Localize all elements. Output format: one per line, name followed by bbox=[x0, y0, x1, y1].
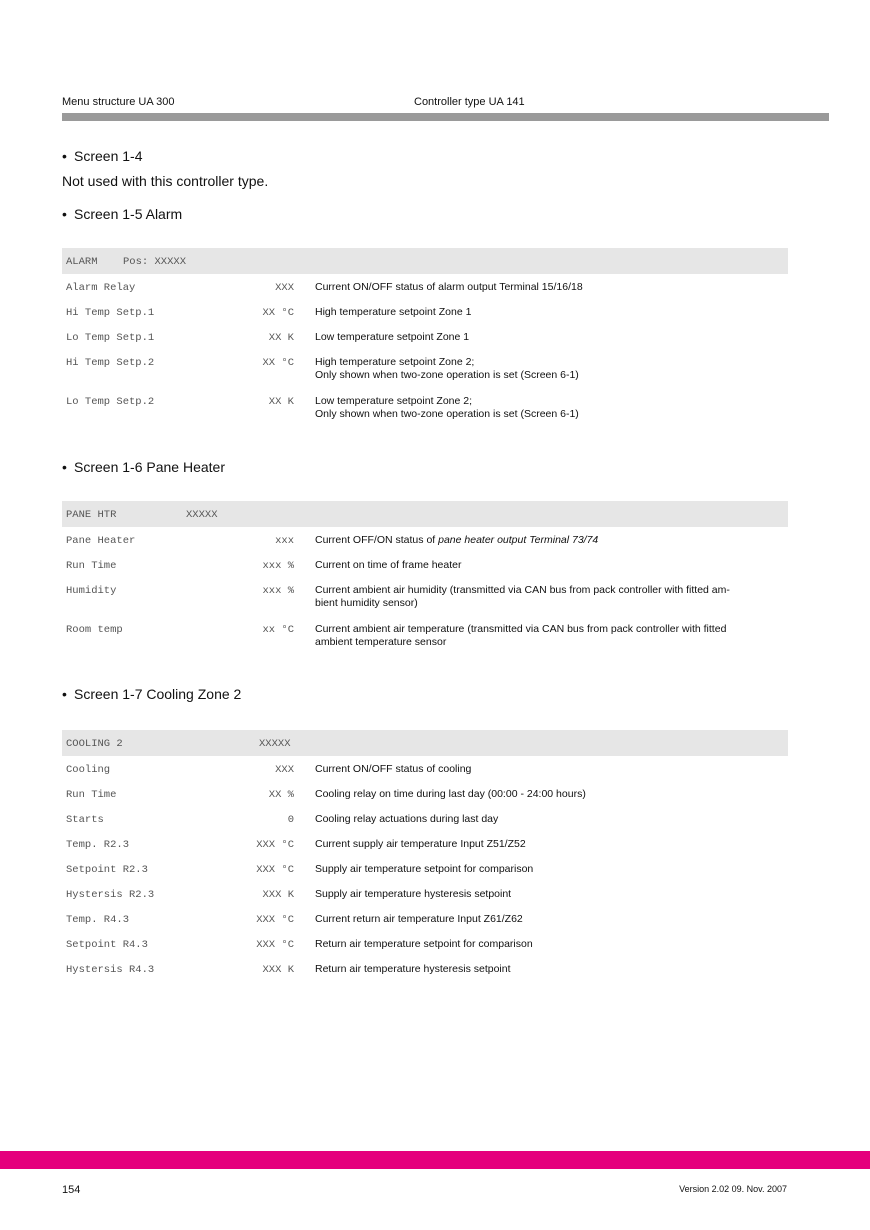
table-header-name: COOLING 2 bbox=[66, 738, 123, 750]
table-header bbox=[62, 730, 788, 756]
row-name: Run Time bbox=[66, 789, 117, 801]
row-name: Humidity bbox=[66, 585, 117, 597]
table-row bbox=[62, 856, 788, 881]
table-row bbox=[62, 527, 788, 552]
table-row bbox=[62, 388, 788, 427]
table-header bbox=[62, 248, 788, 274]
section-title-text: Screen 1-7 Cooling Zone 2 bbox=[74, 686, 242, 702]
row-value: XX K bbox=[268, 396, 294, 408]
row-name: Hi Temp Setp.2 bbox=[66, 357, 155, 369]
bullet: • bbox=[62, 206, 67, 222]
row-name: Hystersis R2.3 bbox=[66, 889, 155, 901]
row-description: Supply air temperature hysteresis setpoint bbox=[315, 888, 512, 900]
version-info: Version 2.02 09. Nov. 2007 bbox=[679, 1184, 787, 1194]
row-value: XX °C bbox=[262, 357, 294, 369]
row-description: Low temperature setpoint Zone 1 bbox=[315, 331, 470, 343]
row-name: Lo Temp Setp.2 bbox=[66, 396, 155, 408]
row-name: Run Time bbox=[66, 560, 117, 572]
row-value: xxx bbox=[275, 535, 294, 547]
table-header-name: ALARM bbox=[66, 256, 98, 268]
row-description: Current supply air temperature Input Z51/Z52 bbox=[315, 838, 526, 850]
table-screen-1-6 bbox=[62, 501, 788, 655]
section-title-text: Screen 1-6 Pane Heater bbox=[74, 459, 225, 475]
section-title-screen-1-7 bbox=[62, 686, 241, 702]
row-description: Current return air temperature Input Z61/Z62 bbox=[315, 913, 523, 925]
section-title-screen-1-4 bbox=[62, 148, 142, 164]
row-value: XX °C bbox=[262, 307, 294, 319]
row-name: Pane Heater bbox=[66, 535, 136, 547]
table-row bbox=[62, 274, 788, 299]
section-title-text: Screen 1-5 Alarm bbox=[74, 206, 183, 222]
table-row bbox=[62, 956, 788, 981]
header-left-title: Menu structure UA 300 bbox=[62, 96, 175, 108]
footer-accent-bar bbox=[0, 1151, 870, 1169]
row-value: xx °C bbox=[262, 624, 294, 636]
table-row bbox=[62, 806, 788, 831]
table-row bbox=[62, 552, 788, 577]
row-name: Temp. R2.3 bbox=[66, 839, 130, 851]
row-value: XXX bbox=[275, 282, 294, 294]
bullet: • bbox=[62, 686, 67, 702]
table-row bbox=[62, 931, 788, 956]
row-value: 0 bbox=[287, 814, 294, 826]
table-row bbox=[62, 349, 788, 388]
header-divider-bar bbox=[62, 113, 829, 121]
table-row bbox=[62, 324, 788, 349]
row-description: Supply air temperature setpoint for comparison bbox=[315, 863, 534, 875]
row-value: XXX °C bbox=[256, 939, 294, 951]
bullet: • bbox=[62, 459, 67, 475]
table-header-name: PANE HTR bbox=[66, 509, 117, 521]
row-description: Low temperature setpoint Zone 2; Only shown when two-zone operation is set (Screen 6-1) bbox=[315, 395, 579, 420]
section-title-screen-1-5 bbox=[62, 206, 182, 222]
row-description: Current ambient air humidity (transmitted via CAN bus from pack controller with fitted am- bient humidity sensor) bbox=[315, 584, 730, 609]
table-row bbox=[62, 616, 788, 655]
row-description: High temperature setpoint Zone 1 bbox=[315, 306, 472, 318]
table-header-value: XXXXX bbox=[259, 738, 291, 750]
row-value: XXX °C bbox=[256, 839, 294, 851]
row-name: Room temp bbox=[66, 624, 123, 636]
table-row bbox=[62, 299, 788, 324]
bullet: • bbox=[62, 148, 67, 164]
row-name: Hystersis R4.3 bbox=[66, 964, 155, 976]
table-row bbox=[62, 831, 788, 856]
row-name: Cooling bbox=[66, 764, 111, 776]
table-header bbox=[62, 501, 788, 527]
row-description: Current ambient air temperature (transmitted via CAN bus from pack controller with fitted ambient temperature sensor bbox=[315, 623, 727, 648]
section-title-screen-1-6 bbox=[62, 459, 225, 475]
table-row bbox=[62, 881, 788, 906]
row-name: Setpoint R2.3 bbox=[66, 864, 148, 876]
table-screen-1-5 bbox=[62, 248, 788, 427]
section-title-text: Screen 1-4 bbox=[74, 148, 143, 164]
table-row bbox=[62, 781, 788, 806]
row-value: XX K bbox=[268, 332, 294, 344]
page-number: 154 bbox=[62, 1184, 81, 1196]
row-value: xxx % bbox=[262, 560, 294, 572]
table-row bbox=[62, 756, 788, 781]
row-name: Temp. R4.3 bbox=[66, 914, 130, 926]
row-value: XXX K bbox=[262, 964, 294, 976]
row-description: Current OFF/ON status of pane heater output Terminal 73/74 bbox=[315, 534, 599, 546]
row-value: XXX bbox=[275, 764, 294, 776]
row-value: XXX °C bbox=[256, 914, 294, 926]
row-description: Cooling relay on time during last day (00:00 - 24:00 hours) bbox=[315, 788, 586, 800]
table-header-value: XXXXX bbox=[186, 509, 218, 521]
row-description: Current ON/OFF status of cooling bbox=[315, 763, 472, 775]
row-name: Starts bbox=[66, 814, 104, 826]
row-description: Current ON/OFF status of alarm output Terminal 15/16/18 bbox=[315, 281, 583, 293]
row-description: Current on time of frame heater bbox=[315, 559, 462, 571]
row-description: High temperature setpoint Zone 2; Only shown when two-zone operation is set (Screen 6-1) bbox=[315, 356, 579, 381]
row-name: Lo Temp Setp.1 bbox=[66, 332, 155, 344]
row-value: xxx % bbox=[262, 585, 294, 597]
header-center-title: Controller type UA 141 bbox=[414, 96, 525, 108]
table-screen-1-7 bbox=[62, 730, 788, 981]
row-description: Cooling relay actuations during last day bbox=[315, 813, 499, 825]
table-header-value: Pos: XXXXX bbox=[123, 256, 187, 268]
row-description: Return air temperature hysteresis setpoint bbox=[315, 963, 511, 975]
row-value: XXX K bbox=[262, 889, 294, 901]
row-name: Setpoint R4.3 bbox=[66, 939, 148, 951]
row-description: Return air temperature setpoint for comparison bbox=[315, 938, 533, 950]
row-name: Hi Temp Setp.1 bbox=[66, 307, 155, 319]
row-value: XX % bbox=[268, 789, 294, 801]
row-name: Alarm Relay bbox=[66, 282, 136, 294]
table-row bbox=[62, 577, 788, 616]
screen-1-4-note: Not used with this controller type. bbox=[62, 173, 269, 189]
row-value: XXX °C bbox=[256, 864, 294, 876]
table-row bbox=[62, 906, 788, 931]
